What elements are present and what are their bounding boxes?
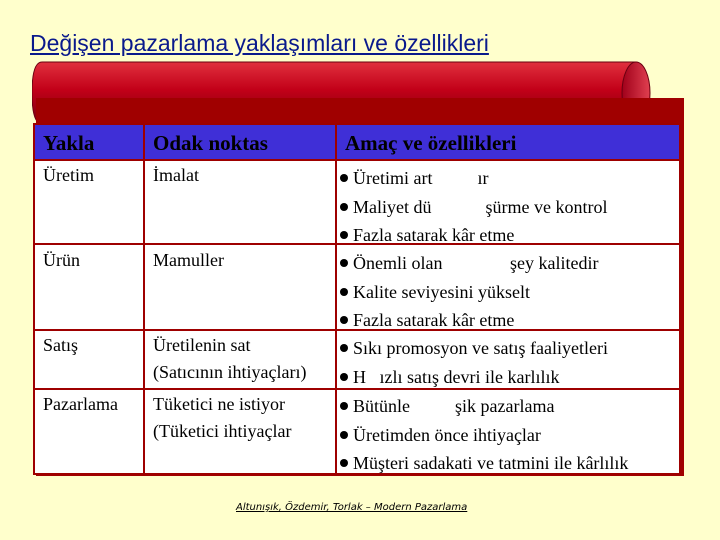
focus-cell: Üretilenin sat [153, 335, 251, 355]
column-divider [143, 125, 145, 473]
bullet-icon [340, 288, 348, 296]
feature-item: Fazla satarak kâr etme [337, 221, 607, 250]
slide-title: Değişen pazarlama yaklaşımları ve özellikleri [30, 30, 489, 56]
feature-item: Bütünle şik pazarlama [337, 392, 628, 421]
bullet-icon [340, 373, 348, 381]
bullet-icon [340, 344, 348, 352]
feature-item: Maliyet dü şürme ve kontrol [337, 193, 607, 222]
bullet-icon [340, 259, 348, 267]
feature-item: Üretimi art ır [337, 164, 607, 193]
approach-cell: Pazarlama [43, 394, 118, 414]
features-list [337, 334, 608, 391]
focus-cell: Mamuller [153, 250, 224, 270]
bullet-icon [340, 231, 348, 239]
focus-cell: (Tüketici ihtiyaçlar [153, 421, 292, 441]
features-list [337, 164, 607, 250]
approach-cell: Üretim [43, 165, 94, 185]
feature-item: Üretimden önce ihtiyaçlar [337, 421, 628, 450]
focus-cell: Tüketici ne istiyor [153, 394, 285, 414]
approach-cell: Ürün [43, 250, 80, 270]
feature-item: Kalite seviyesini yükselt [337, 278, 598, 307]
approach-cell: Satış [43, 335, 79, 355]
bullet-icon [340, 203, 348, 211]
bullet-icon [340, 402, 348, 410]
bullet-icon [340, 316, 348, 324]
approaches-table [33, 123, 681, 475]
feature-item: Önemli olan şey kalitedir [337, 249, 598, 278]
focus-cell: (Satıcının ihtiyaçları) [153, 362, 307, 382]
feature-item: Sıkı promosyon ve satış faaliyetleri [337, 334, 608, 363]
row-divider [35, 159, 679, 161]
feature-item: H ızlı satış devri ile karlılık [337, 363, 608, 392]
header-focus: Odak noktas [153, 131, 268, 155]
source-footer: Altunışık, Özdemir, Torlak – Modern Pazarlama [236, 502, 468, 513]
bullet-icon [340, 459, 348, 467]
bullet-icon [340, 174, 348, 182]
header-approach: Yakla [43, 131, 95, 155]
focus-cell: İmalat [153, 165, 199, 185]
features-list [337, 249, 598, 335]
bullet-icon [340, 431, 348, 439]
feature-item: Müşteri sadakati ve tatmini ile kârlılık [337, 449, 628, 478]
feature-item: Fazla satarak kâr etme [337, 306, 598, 335]
features-list [337, 392, 628, 478]
header-features: Amaç ve özellikleri [345, 131, 517, 155]
